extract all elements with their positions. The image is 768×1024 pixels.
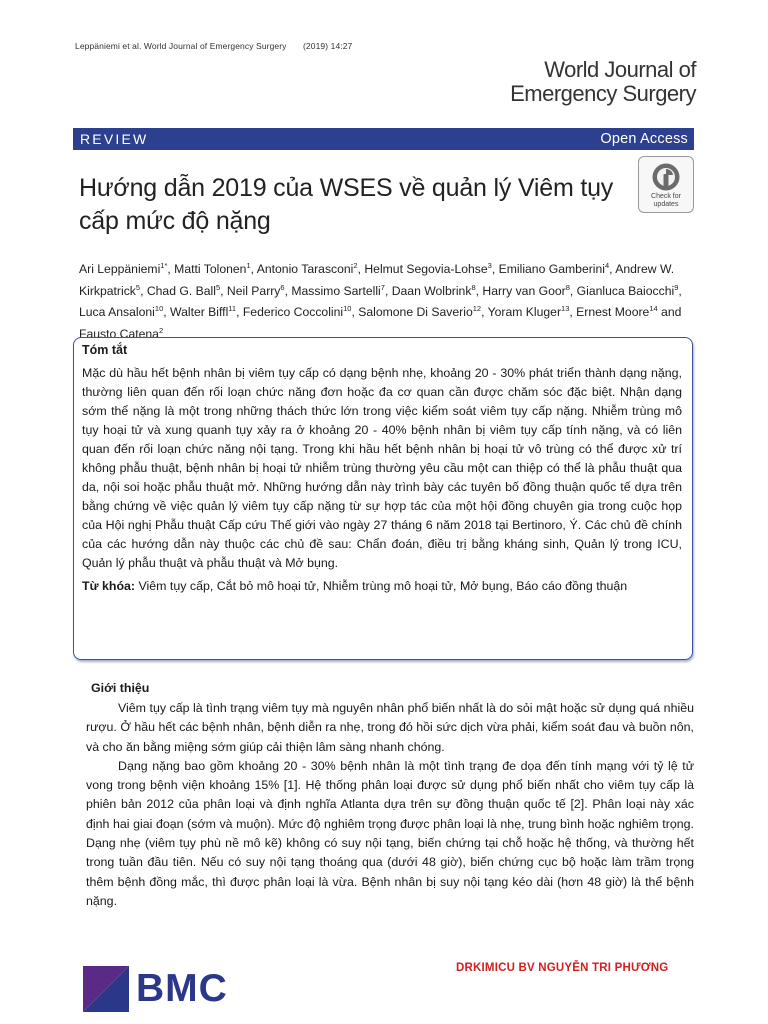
section-banner — [73, 128, 694, 150]
check-updates-line1: Check for — [651, 193, 681, 200]
author-name: Fausto Catena — [79, 326, 159, 341]
keywords — [82, 577, 682, 596]
author-name: Salomone Di Saverio — [358, 305, 473, 320]
author-affiliation: 1 — [246, 261, 251, 270]
author-affiliation: 5 — [135, 282, 141, 292]
author-affiliation: 4 — [604, 261, 610, 270]
author-name: Chad G. Ball — [146, 283, 216, 298]
author-affiliation: 2 — [158, 325, 164, 335]
abstract-text: Mặc dù hầu hết bệnh nhân bị viêm tụy cấp có dạng bệnh nhẹ, khoảng 20 - 30% phát triển thành dạng nặng, thường liên quan đến rối loạn chức năng đơn hoặc đa cơ quan cần được chăm sóc đặc biệt. Nhận dạng sớm thể nặng là một trong những thách thức lớn trong việc kiểm soát viêm tụy cấp nặng. Nhiễm trùng mô tụy hoại tử và xung quanh tụy xảy ra ở khoảng 20 - 40% bệnh nhân bị viêm tụy cấp tính nặng, và có liên quan đến rối loạn chức năng nội tạng. Trong khi hầu hết bệnh nhân bị hoại tử vô trùng có thể được xử trí không phẫu thuật, bệnh nhân bị hoại tử nhiễm trùng thường yêu cầu một can thiệp có thể là phẫu thuật qua da, nội soi hoặc phẫu thuật mở. Những hướng dẫn này trình bày các tuyên bố đồng thuận quốc tế dựa trên bằng chứng về việc quản lý viêm tụy cấp nặng từ sự hợp tác của một hội đồng chuyên gia trong cuộc họp của Hội nghị Phẫu thuật Cấp cứu Thế giới vào ngày 27 tháng 6 năm 2018 tại Bertinoro, Ý. Các chủ đề chính của các hướng dẫn này thuộc các chủ đề sau: Chẩn đoán, điều trị bằng kháng sinh, Quản lý trong ICU, Quản lý phẫu thuật và phẫu thuật và Mở bụng. — [82, 366, 682, 570]
author-affiliation: 2 — [353, 261, 358, 270]
author-name: Federico Coccolini — [242, 305, 344, 320]
bmc-logo-icon — [83, 966, 129, 1012]
journal-title — [510, 58, 696, 106]
author-affiliation: 9 — [674, 282, 679, 292]
author-name: Ari Leppäniemi — [79, 262, 161, 277]
open-access-label: Open Access — [600, 131, 688, 147]
author-name: Helmut Segovia-Lohse — [364, 262, 488, 277]
author-name: Andrew W. Kirkpatrick — [79, 262, 675, 298]
author-affiliation: 5 — [215, 282, 221, 292]
journal-title-line2: Emergency Surgery — [510, 81, 696, 106]
author-affiliation: 8 — [565, 282, 570, 292]
intro-paragraph: Dạng nặng bao gồm khoảng 20 - 30% bệnh nhân là một tình trạng đe dọa đến tính mạng với tỷ lệ tử vong trong bệnh viện khoảng 15% [1]. Hệ thống phân loại được sử dụng phổ biến nhất cho viêm tụy cấp là phiên bản 2012 của phân loại và định nghĩa Atlanta dựa trên sự đồng thuận quốc tế [2]. Phân loại này xác định hai giai đoạn (sớm và muộn). Mức độ nghiêm trọng được phân loại là nhẹ, trung bình hoặc nghiêm trọng. Dạng nhẹ (viêm tụy phù nề mô kẽ) không có suy nội tạng, biến chứng tại chỗ hoặc hệ thống, và thường hết trong tuần đầu tiên. Nếu có suy nội tạng thoáng qua (dưới 48 giờ), biến chứng cục bộ hoặc làm trầm trọng thêm bệnh đồng mắc, thì được phân loại là vừa. Bệnh nhân bị suy nội tạng kéo dài (hơn 48 giờ) là thể bệnh nặng. — [86, 758, 694, 908]
author-name: Neil Parry — [226, 283, 281, 298]
section-label: REVIEW — [80, 131, 149, 147]
author-name: Daan Wolbrink — [391, 283, 472, 298]
footer-credit: DRKIMICU BV NGUYỄN TRI PHƯƠNG — [456, 962, 669, 974]
check-updates-icon — [651, 162, 681, 192]
author-name: Ernest Moore — [576, 305, 650, 320]
abstract-heading: Tóm tắt — [82, 343, 128, 357]
author-affiliation: 10 — [343, 304, 352, 314]
bmc-logo — [83, 966, 228, 1012]
author-list: Ari Leppäniemi$^{1*}$, Matti Tolonen$^1$, Antonio Tarasconi$^2$, Helmut Segovia-Lohse$^3$, Emiliano Gamberini$^4$, Andrew W. Kirkpatrick$^5$, Chad G. Ball$^5$, Neil Parry$^6$, Massimo Sartelli$^7$, Daan Wolbrink$^8$, Harry van Goor$^8$, Gianluca Baiocchi$^9$, Luca Ansaloni$^{10}$, Walter Biffl$^{11}$, Federico Coccolini$^{10}$, Salomone Di Saverio$^{12}$, Yoram Kluger$^{13}$, Ernest Moore$^{14}$ and Fausto Catena$^2$ — [79, 261, 682, 341]
author-affiliation: 14 — [649, 304, 658, 314]
intro-body — [86, 699, 694, 911]
author-name: Harry van Goor — [482, 283, 566, 298]
author-affiliation: 10 — [154, 304, 164, 314]
author-affiliation: 8 — [471, 282, 476, 292]
author-affiliation: 6 — [280, 282, 285, 292]
author-name: Walter Biffl — [170, 305, 229, 320]
author-name: Luca Ansaloni — [79, 305, 155, 320]
citation-line — [75, 41, 352, 51]
article-title: Hướng dẫn 2019 của WSES về quản lý Viêm tụy cấp mức độ nặng — [79, 174, 614, 235]
author-name: Emiliano Gamberini — [498, 262, 605, 277]
author-name: Antonio Tarasconi — [256, 262, 354, 277]
journal-title-line1: World Journal of — [544, 57, 696, 82]
author-name: Matti Tolonen — [174, 262, 247, 277]
author-affiliation: 11 — [228, 304, 237, 314]
check-for-updates-button[interactable] — [638, 156, 694, 213]
check-updates-text — [651, 193, 681, 209]
keywords-label: Từ khóa: — [82, 579, 136, 593]
check-updates-line2: updates — [653, 201, 679, 208]
publisher-name: BMC — [136, 967, 228, 1010]
keywords-text: Viêm tụy cấp, Cắt bỏ mô hoại tử, Nhiễm trùng mô hoại tử, Mở bụng, Báo cáo đồng thuận — [138, 579, 628, 593]
author-affiliation: 13 — [561, 304, 570, 314]
author-name: Massimo Sartelli — [291, 283, 381, 298]
author-name: Gianluca Baiocchi — [576, 283, 675, 298]
intro-paragraph: Viêm tụy cấp là tình trạng viêm tụy mà nguyên nhân phổ biến nhất là do sỏi mật hoặc sử dụng quá nhiều rượu. Ở hầu hết các bệnh nhân, bệnh diễn ra nhẹ, trong đó hồi sức dịch vừa phải, kiểm soát đau và buồn nôn, và cho ăn bằng miệng sớm giúp cải thiện lâm sàng nhanh chóng. — [86, 701, 694, 754]
author-name: Yoram Kluger — [487, 305, 562, 320]
abstract-box — [73, 337, 693, 660]
intro-heading: Giới thiệu — [91, 681, 150, 695]
citation-authors: Leppäniemi et al. World Journal of Emergency Surgery — [75, 41, 287, 51]
citation-year: (2019) 14:27 — [302, 41, 353, 51]
author-affiliation: 1* — [160, 261, 168, 270]
author-affiliation: 7 — [380, 282, 385, 292]
author-affiliation: 3 — [487, 261, 492, 270]
author-affiliation: 12 — [472, 304, 482, 314]
